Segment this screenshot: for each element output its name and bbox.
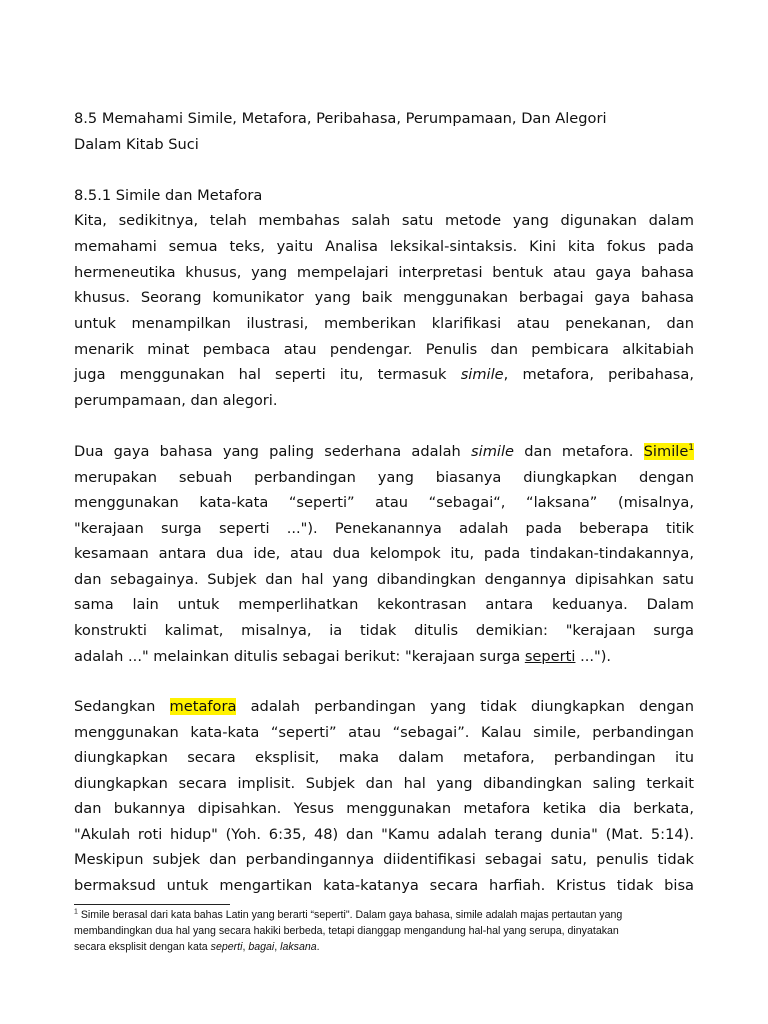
paragraph-2-line-1	[74, 443, 694, 461]
paragraph-3-line-3: diungkapkan secara eksplisit, maka dalam metafora, perbandingan itu	[74, 749, 694, 766]
italic-term-simile: simile	[460, 366, 504, 383]
footnote-line-2: membandingkan dua hal yang secara hakiki berbeda, tetapi dianggap mengandung hal-hal yang serupa, dinyatakan	[74, 925, 619, 937]
footnote-line-1	[74, 909, 694, 922]
paragraph-2-line-6: dan sebagainya. Subjek dan hal yang dibandingkan dengannya dipisahkan satu	[74, 571, 694, 588]
paragraph-3-line-2: menggunakan kata-kata “seperti” atau “sebagai”. Kalau simile, perbandingan	[74, 724, 694, 741]
paragraph-1-line-7	[74, 366, 694, 384]
paragraph-1-line-4: khusus. Seorang komunikator yang baik menggunakan berbagai gaya bahasa	[74, 289, 694, 306]
paragraph-3-line-5: dan bukannya dipisahkan. Yesus menggunakan metafora ketika dia berkata,	[74, 800, 694, 817]
text-run: Sedangkan	[74, 698, 156, 715]
italic-word: bagai	[248, 941, 275, 953]
footnote-divider	[74, 904, 230, 905]
text-run: dan metafora.	[524, 443, 634, 460]
highlighted-term-metafora: metafora	[169, 698, 237, 715]
paragraph-1-line-8: perumpamaan, dan alegori.	[74, 392, 278, 409]
paragraph-3-line-7: Meskipun subjek dan perbandingannya diidentifikasi sebagai satu, penulis tidak	[74, 851, 694, 868]
italic-word: laksana	[280, 941, 317, 953]
paragraph-2-line-8: konstrukti kalimat, misalnya, ia tidak ditulis demikian: "kerajaan surga	[74, 622, 694, 639]
paragraph-2-line-9	[74, 648, 694, 666]
section-title-line-1: 8.5 Memahami Simile, Metafora, Peribahasa, Perumpamaan, Dan Alegori	[74, 110, 607, 127]
italic-term-simile: simile	[471, 443, 514, 460]
paragraph-3-line-4: diungkapkan secara implisit. Subjek dan hal yang dibandingkan saling terkait	[74, 775, 694, 792]
text-run: ...").	[580, 648, 612, 665]
paragraph-2-line-7: sama lain untuk memperlihatkan kekontrasan antara keduanya. Dalam	[74, 596, 694, 613]
footnote-line-3	[74, 941, 694, 954]
paragraph-2-line-2: merupakan sebuah perbandingan yang biasanya diungkapkan dengan	[74, 469, 694, 486]
paragraph-1-line-3: hermeneutika khusus, yang mempelajari interpretasi bentuk atau gaya bahasa	[74, 264, 694, 281]
subsection-title: 8.5.1 Simile dan Metafora	[74, 187, 263, 204]
text-run: secara eksplisit dengan kata	[74, 941, 208, 953]
paragraph-2-line-5: kesamaan antara dua ide, atau dua kelompok itu, pada tindakan-tindakannya,	[74, 545, 694, 562]
paragraph-3-line-6: "Akulah roti hidup" (Yoh. 6:35, 48) dan "Kamu adalah terang dunia" (Mat. 5:14).	[74, 826, 694, 843]
separator: ,	[242, 941, 249, 953]
paragraph-2-line-3: menggunakan kata-kata “seperti” atau “sebagai“, “laksana” (misalnya,	[74, 494, 694, 511]
separator: ,	[274, 941, 281, 953]
highlighted-term-simile	[644, 443, 694, 460]
paragraph-1-line-6: menarik minat pembaca atau pendengar. Penulis dan pembicara alkitabiah	[74, 341, 694, 358]
highlight-text: Simile	[643, 443, 689, 460]
underlined-word: seperti	[524, 648, 576, 665]
italic-word: seperti	[210, 941, 243, 953]
text-run: Dua gaya bahasa yang paling sederhana adalah	[74, 443, 461, 460]
text-run: juga menggunakan hal seperti itu, termasuk	[74, 366, 447, 383]
text-run: .	[316, 941, 320, 953]
paragraph-3-line-1	[74, 698, 694, 716]
text-run: , metafora, peribahasa,	[503, 366, 694, 383]
section-title-line-2: Dalam Kitab Suci	[74, 136, 199, 153]
paragraph-1-line-2: memahami semua teks, yaitu Analisa leksikal-sintaksis. Kini kita fokus pada	[74, 238, 694, 255]
footnote-reference[interactable]: 1	[688, 443, 695, 454]
text-run: Simile berasal dari kata bahas Latin yang berarti “seperti". Dalam gaya bahasa, simile adalah majas pertautan yang	[77, 909, 623, 921]
footnote-marker: 1	[74, 908, 78, 916]
text-run: adalah perbandingan yang tidak diungkapkan dengan	[250, 698, 694, 715]
text-run: adalah ..." melainkan ditulis sebagai berikut: "kerajaan surga	[74, 648, 521, 665]
paragraph-1-line-5: untuk menampilkan ilustrasi, memberikan klarifikasi atau penekanan, dan	[74, 315, 694, 332]
paragraph-2-line-4: "kerajaan surga seperti ..."). Penekanannya adalah pada beberapa titik	[74, 520, 694, 537]
paragraph-1-line-1: Kita, sedikitnya, telah membahas salah satu metode yang digunakan dalam	[74, 212, 694, 229]
paragraph-3-line-8: bermaksud untuk mengartikan kata-katanya secara harfiah. Kristus tidak bisa	[74, 877, 694, 894]
